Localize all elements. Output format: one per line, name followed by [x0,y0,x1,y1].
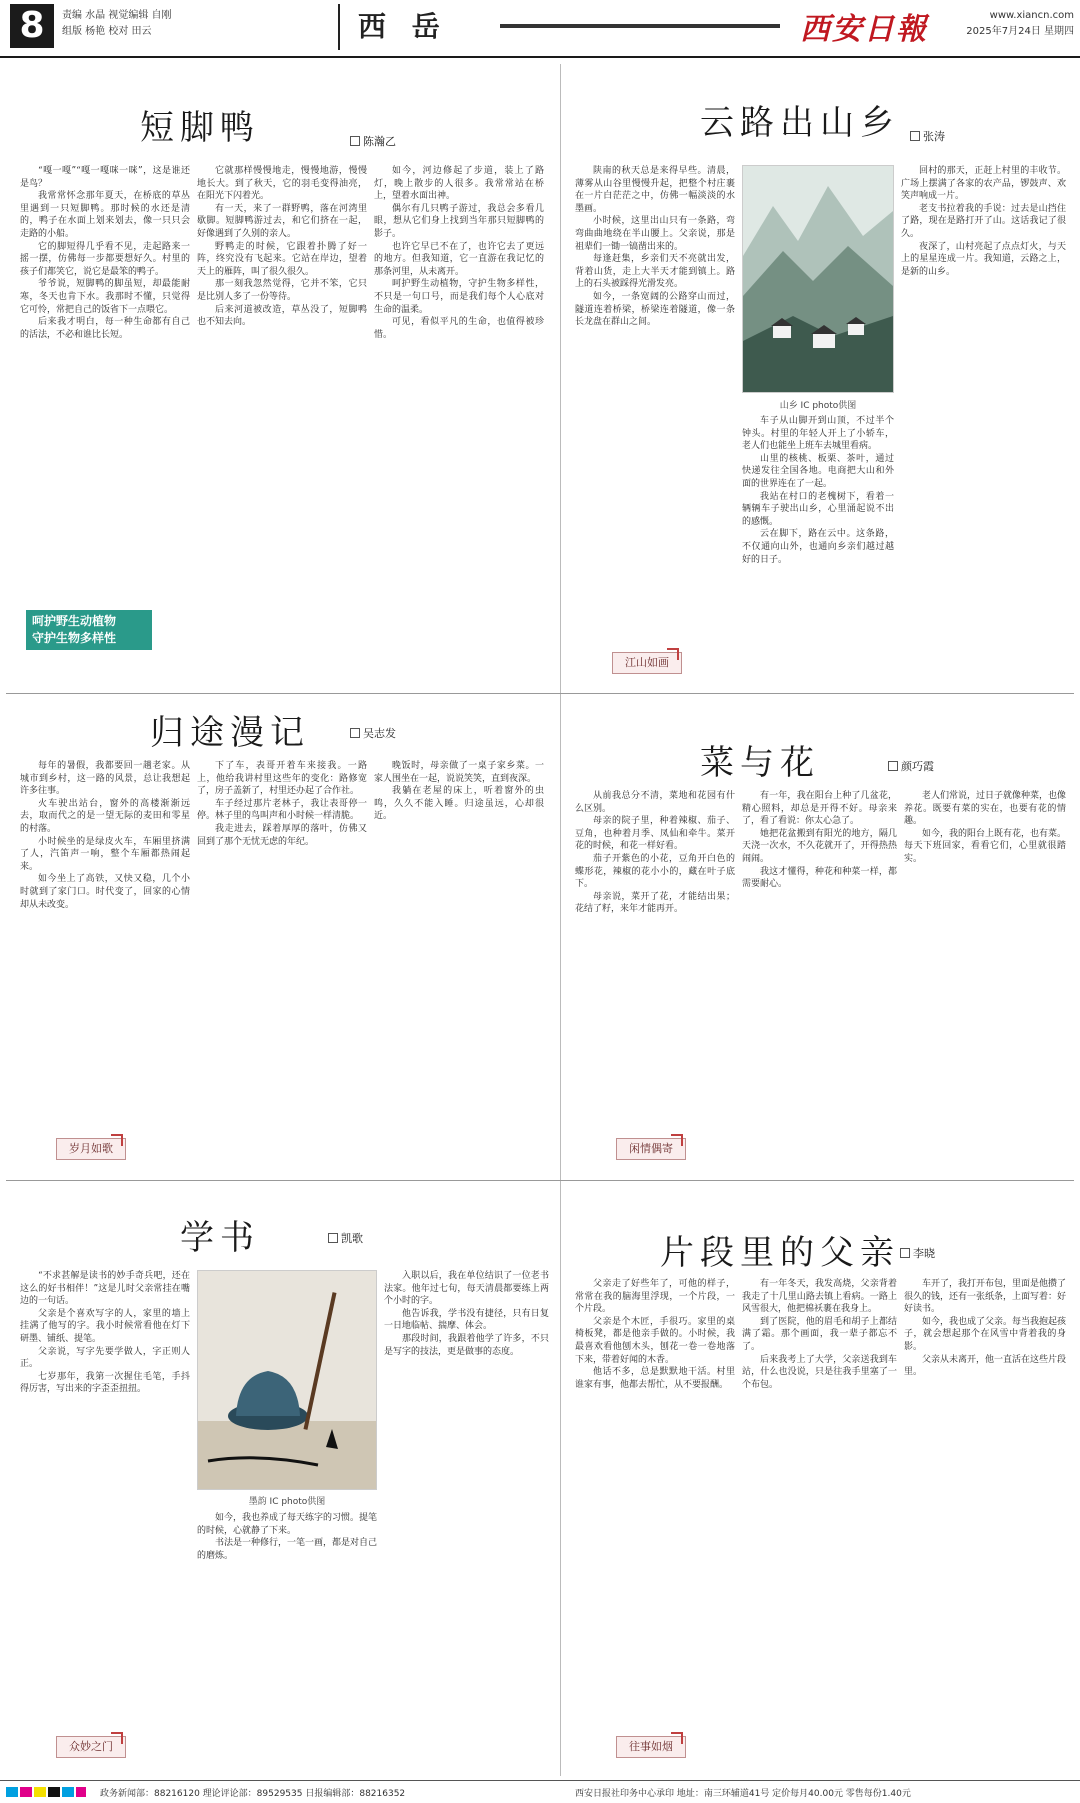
photo-caption: 山乡 IC photo供图 [779,401,857,411]
footer-contact: 政务新闻部：88216120 理论评论部：89529535 日报编辑部：88216352 [100,1789,406,1799]
photo-caption: 墨韵 IC photo供图 [248,1497,326,1507]
article-title-duanjiaoya: 短脚鸭 [140,108,260,148]
page-number: 8 [10,4,54,48]
brush-ink-image [198,1271,376,1489]
article-title-xueshu: 学书 [180,1218,260,1258]
article-body-col: 有一年，我在阳台上种了几盆花，精心照料，却总是开得不好。母亲来了，看了看说：你太心急了。 她把花盆搬到有阳光的地方，隔几天浇一次水，不久花就开了，开得热热闹闹。 我这才懂得，种花和种菜一样，都需要耐心。 [742,791,897,890]
page-header [0,0,1080,58]
section-title: 西 岳 [338,4,498,50]
article-body-col: 每年的暑假，我都要回一趟老家。从城市到乡村，这一路的风景，总让我想起许多往事。 火车驶出站台，窗外的高楼渐渐远去，取而代之的是一望无际的麦田和零星的村落。 小时候坐的是绿皮火车，车厢里挤满了人，汽笛声一响，整个车厢都热闹起来。 如今坐上了高铁，又快又稳，几个小时就到了家门口。时代变了，回家的心情却从未改变。 [20,761,190,910]
article-body-col: 如今，河边修起了步道，装上了路灯，晚上散步的人很多。我常常站在桥上，望着水面出神。 偶尔有几只鸭子游过，我总会多看几眼，想从它们身上找到当年那只短脚鸭的影子。 也许它早已不在了，也许它去了更远的地方。但我知道，它一直游在我记忆的那条河里，从未离开。 呵护野生动植物，守护生物多样性，不只是一句口号，而是我们每个人心底对生命的温柔。 可见，看似平凡的生命，也值得被珍惜。 [374,166,544,340]
column-stamp: 岁月如歌 [56,1138,126,1160]
header-rule [500,24,780,28]
wildlife-banner: 呵护野生动植物 守护生物多样性 [26,610,152,650]
mountain-village-photo [742,165,894,393]
article-body-col: 从前我总分不清，菜地和花园有什么区别。 母亲的院子里，种着辣椒、茄子、豆角，也种着月季、凤仙和牵牛。菜开花的时候，和花一样好看。 茄子开紫色的小花，豆角开白色的蝶形花，辣椒的花小小的，藏在叶子底下。 母亲说，菜开了花，才能结出果；花结了籽，来年才能再开。 [575,791,735,915]
newspaper-logo: 西安日報 [800,12,928,47]
footer-print-info: 西安日报社印务中心承印 地址：南三环辅道41号 定价每月40.00元 零售每份1.40元 [575,1789,911,1799]
page-footer [0,1780,1080,1803]
column-stamp: 闲情偶寄 [616,1138,686,1160]
header-meta: www.xiancn.com 2025年7月24日 星期四 [966,10,1074,37]
column-stamp: 江山如画 [612,652,682,674]
article-body-col: “不求甚解是读书的妙手奇兵吧，还在这么的好书相伴！”这是儿时父亲常挂在嘴边的一句话。 父亲是个喜欢写字的人，家里的墙上挂满了他写的字。我小时候常看他在灯下研墨、铺纸、提笔。 父亲说，写字先要学做人，字正则人正。 七岁那年，我第一次握住毛笔，手抖得厉害，写出来的字歪歪扭扭。 [20,1271,190,1395]
staff-credits: 责编 水晶 视觉编辑 自刚 组版 杨艳 校对 田云 [62,10,172,37]
calligraphy-photo [197,1270,377,1490]
article-body-col: 有一年冬天，我发高烧，父亲背着我走了十几里山路去镇上看病。一路上风雪很大，他把棉袄裹在我身上。 到了医院，他的眉毛和胡子上都结满了霜。那个画面，我一辈子都忘不了。 后来我考上了大学，父亲送我到车站，什么也没说，只是往我手里塞了一个布包。 [742,1279,897,1390]
ink-landscape-image [743,166,893,392]
article-body-col: 它就那样慢慢地走，慢慢地游，慢慢地长大。到了秋天，它的羽毛变得油亮，在阳光下闪着光。 有一天，来了一群野鸭，落在河湾里歇脚。短脚鸭游过去，和它们挤在一起，好像遇到了久别的亲人。 野鸭走的时候，它跟着扑腾了好一阵，终究没有飞起来。它站在岸边，望着天上的雁阵，叫了很久很久。 那一刻我忽然觉得，它并不笨，它只是比别人多了一份等待。 后来河道被改造，草丛没了，短脚鸭也不知去向。 [197,166,367,328]
article-body-col: 陕南的秋天总是来得早些。清晨，薄雾从山谷里慢慢升起，把整个村庄裹在一片白茫茫之中，仿佛一幅淡淡的水墨画。 小时候，这里出山只有一条路，弯弯曲曲地绕在半山腰上。父亲说，那是祖辈们一锄一镐凿出来的。 每逢赶集，乡亲们天不亮就出发，背着山货，走上大半天才能到镇上。路上的石头被踩得光滑发亮。 如今，一条宽阔的公路穿山而过，隧道连着桥梁，桥梁连着隧道，像一条长龙盘在群山之间。 [575,166,735,328]
article-body-col: 父亲走了好些年了，可他的样子，常常在我的脑海里浮现，一个片段，一个片段。 父亲是个木匠，手很巧。家里的桌椅板凳，都是他亲手做的。小时候，我最喜欢看他刨木头，刨花一卷一卷地落下来，带着好闻的木香。 他话不多，总是默默地干活。村里谁家有事，他都去帮忙，从不要报酬。 [575,1279,735,1390]
article-title-caiyuhua: 菜与花 [700,743,820,783]
article-body-col: 如今，我也养成了每天练字的习惯。提笔的时候，心就静了下来。 书法是一种修行，一笔一画，都是对自己的磨炼。 [197,1513,377,1561]
article-body-col: 老人们常说，过日子就像种菜，也像养花。既要有菜的实在，也要有花的情趣。 如今，我的阳台上既有花，也有菜。每天下班回家，看看它们，心里就很踏实。 [904,791,1066,864]
center-divider [560,64,561,1776]
article-author-xueshu: 凯歌 [328,1230,363,1246]
article-body-col: 回村的那天，正赶上村里的丰收节。广场上摆满了各家的农产品，锣鼓声、欢笑声响成一片。 老支书拉着我的手说：过去是山挡住了路，现在是路打开了山。这话我记了很久。 夜深了，山村亮起了点点灯火，与天上的星星连成一片。我知道，云路之上，是新的山乡。 [901,166,1066,277]
article-body-col: 车子从山脚开到山顶，不过半个钟头。村里的年轻人开上了小轿车，老人们也能坐上班车去城里看病。 山里的核桃、板栗、茶叶，通过快递发往全国各地。电商把大山和外面的世界连在了一起。 我站在村口的老槐树下，看着一辆辆车子驶出山乡，心里涌起说不出的感慨。 云在脚下，路在云中。这条路，不仅通向山外，也通向乡亲们越过越好的日子。 [742,416,894,565]
row-divider-2 [6,1180,1074,1181]
article-title-guitu: 归途漫记 [150,713,310,753]
row-divider-1 [6,693,1074,694]
color-registration-bar [6,1787,86,1797]
registration-marks [6,1787,86,1797]
article-body-col: 车开了，我打开布包，里面是他攒了很久的钱，还有一张纸条，上面写着：好好读书。 如今，我也成了父亲。每当我抱起孩子，就会想起那个在风雪中背着我的身影。 父亲从未离开，他一直活在这些片段里。 [904,1279,1066,1378]
article-author-caiyuhua: 颜巧霞 [888,758,934,774]
article-title-yunlu: 云路出山乡 [700,103,900,143]
article-title-fuqin: 片段里的父亲 [660,1233,900,1273]
article-body-col: 入职以后，我在单位结识了一位老书法家。他年过七旬，每天清晨都要练上两个小时的字。 他告诉我，学书没有捷径，只有日复一日地临帖、揣摩、体会。 那段时间，我跟着他学了许多，不只是写字的技法，更是做事的态度。 [384,1271,549,1357]
column-stamp: 往事如烟 [616,1736,686,1758]
column-stamp: 众妙之门 [56,1736,126,1758]
article-body-col: 下了车，表哥开着车来接我。一路上，他给我讲村里这些年的变化：路修宽了，房子盖新了，村里还办起了合作社。 车子经过那片老林子，我让表哥停一停。林子里的鸟叫声和小时候一样清脆。 我走进去，踩着厚厚的落叶，仿佛又回到了那个无忧无虑的年纪。 [197,761,367,847]
article-author-guitu: 吴志发 [350,725,396,741]
article-author-fuqin: 李晓 [900,1245,935,1261]
article-author-yunlu: 张涛 [910,128,945,144]
article-author-duanjiaoya: 陈瀚乙 [350,133,396,149]
article-body-col: “嘎一嘎”“嘎一嘎咪一咪”，这是谁还是鸟？ 我常常怀念那年夏天，在桥底的草丛里遇到一只短脚鸭。那时候的水还是清的，鸭子在水面上划来划去，像一只只会走路的小船。 它的脚短得几乎看不见，走起路来一摇一摆，仿佛每一步都要想好久。村里的孩子们都笑它，说它是最笨的鸭子。 爷爷说，短脚鸭的脚虽短，却最能耐寒，冬天也肯下水。我那时不懂，只觉得它可怜，常把自己的饭省下一点喂它。 后来我才明白，每一种生命都有自己的活法，不必和谁比长短。 [20,166,190,340]
article-body-col: 晚饭时，母亲做了一桌子家乡菜。一家人围坐在一起，说说笑笑，直到夜深。 我躺在老屋的床上，听着窗外的虫鸣，久久不能入睡。归途虽远，心却很近。 [374,761,544,822]
